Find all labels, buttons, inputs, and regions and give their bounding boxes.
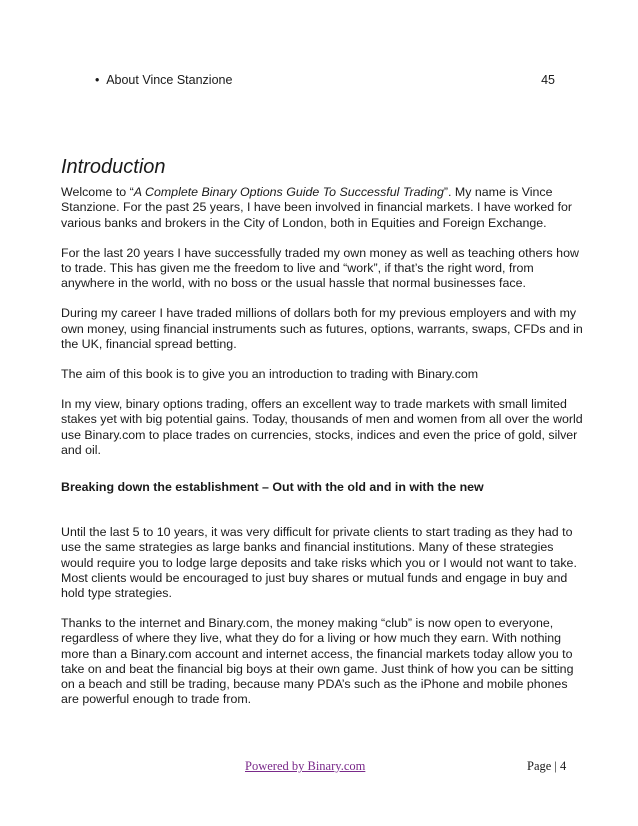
welcome-paragraph — [61, 185, 585, 231]
toc-page-number: 45 — [541, 73, 555, 87]
paragraph: During my career I have traded millions of dollars both for my previous employers and with my own money, using financial instruments such as futures, options, warrants, swaps, CFDs and in the UK, financial spread betting. — [61, 306, 583, 351]
paragraph: Until the last 5 to 10 years, it was very difficult for private clients to start trading as they had to use the same strategies as large banks and financial institutions. Many of these strategies would require you to lodge large deposits and take risks which you or I would not want to take. Most clients would be encouraged to just buy shares or mutual funds and engage in buy and hold type strategies. — [61, 525, 577, 601]
toc-entry-label — [95, 73, 232, 87]
paragraph: Thanks to the internet and Binary.com, the money making “club” is now open to everyone, regardless of where they live, what they do for a living or how much they earn. With nothing more than a Binary.com account and internet access, the financial markets today allow you to take on and beat the financial big boys at their own game. Just think of how you can be sitting on a beach and still be trading, because many PDA’s such as the iPhone and mobile phones are powerful enough to trade from. — [61, 616, 574, 707]
paragraph: For the last 20 years I have successfully traded my own money as well as teaching others how to trade. This has given me the freedom to live and “work”, if that’s the right word, from anywhere in the world, with no boss or the usual hassle that normal businesses face. — [61, 245, 579, 291]
book-title: A Complete Binary Options Guide To Successful Trading — [133, 185, 444, 200]
welcome-suffix: ”. My name is Vince Stanzione. For the past 25 years, I have been involved in financial markets. I have worked for various banks and brokers in the City of London, both in Equities and Foreign Exchange. — [61, 185, 573, 230]
bullet-icon: • — [95, 73, 100, 87]
section-heading: Breaking down the establishment – Out with the old and in with the new — [61, 480, 484, 495]
powered-by-link[interactable]: Powered by Binary.com — [245, 759, 366, 773]
page-title: Introduction — [61, 156, 166, 178]
welcome-prefix: Welcome to “ — [61, 185, 134, 200]
page-content — [61, 156, 585, 722]
toc-entry[interactable] — [95, 73, 555, 87]
page-number: Page | 4 — [527, 759, 567, 773]
paragraph: In my view, binary options trading, offers an excellent way to trade markets with small limited stakes yet with big potential gains. Today, thousands of men and women from all over the world use Binary.com to place trades on currencies, stocks, indices and even the price of gold, silver and oil. — [61, 397, 583, 457]
toc-entry-text: About Vince Stanzione — [106, 73, 233, 87]
paragraph: The aim of this book is to give you an introduction to trading with Binary.com — [61, 367, 479, 382]
